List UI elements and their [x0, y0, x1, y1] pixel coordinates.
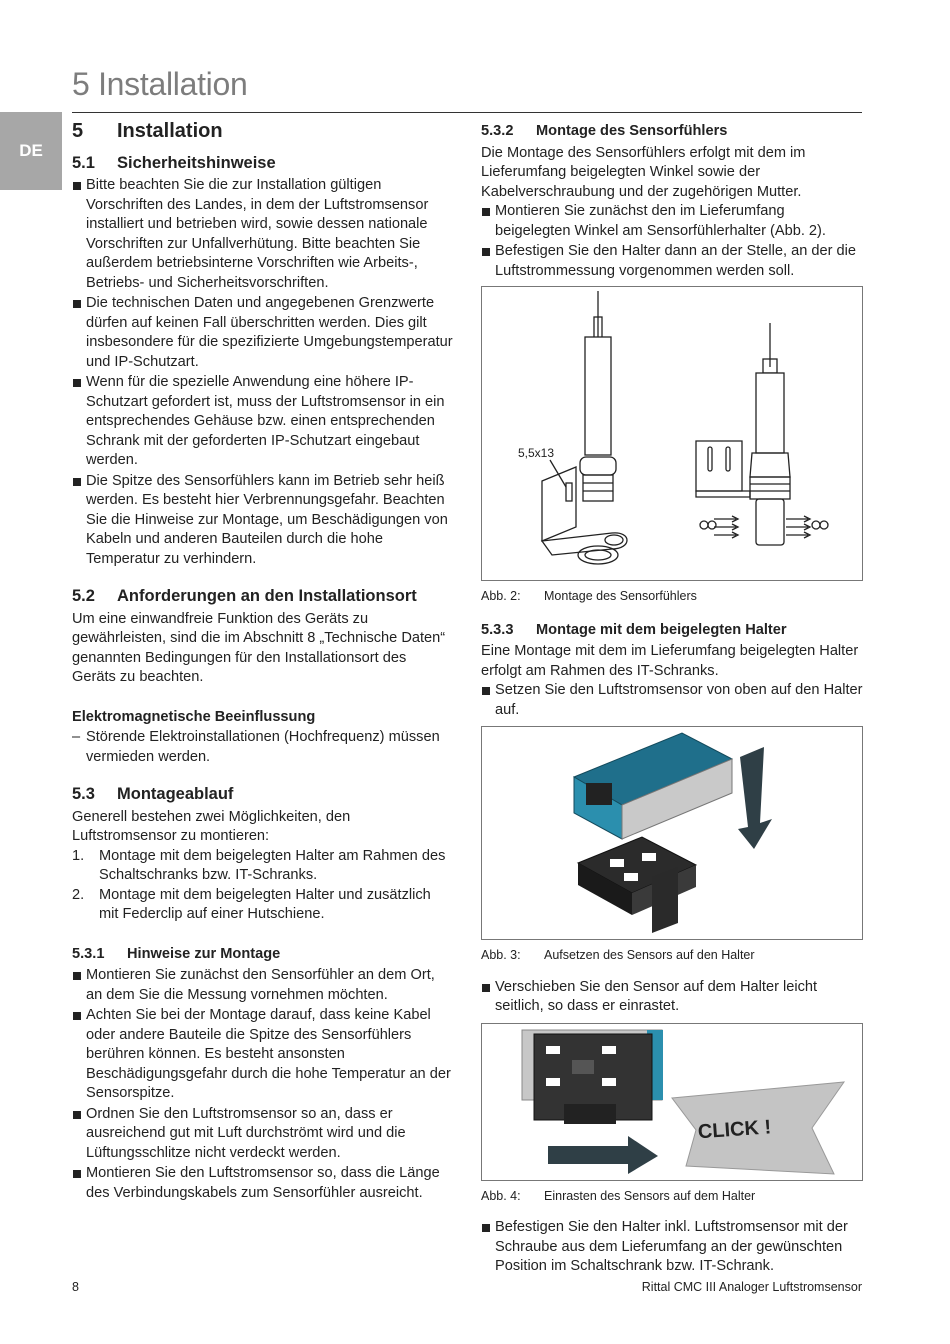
item-text: Montage mit dem beigelegten Halter am Rahmen des Schaltschranks bzw. IT-Schranks.	[99, 847, 446, 883]
paragraph: Eine Montage mit dem im Lieferumfang beigelegten Halter erfolgt am Rahmen des IT-Schranks.	[481, 643, 859, 679]
section-title: Hinweise zur Montage	[127, 945, 281, 962]
list-item: Montieren Sie den Luftstromsensor so, dass die Länge des Verbindungskabels zum Sensorfühler ausreicht.	[72, 1164, 454, 1203]
list-item: Bitte beachten Sie die zur Installation gültigen Vorschriften des Landes, in dem der Luftstromsensor installiert und betrieben wird, sowie dessen nationale Vorschriften zur Unfallverhütung. Bitte beachten Sie außerdem betriebsinterne Vorschriften wie Arbeits-, Betriebs- und Sicherheitsvorschriften.	[72, 176, 454, 293]
paragraph: Generell bestehen zwei Möglichkeiten, den Luftstromsensor zu montieren:	[72, 808, 351, 844]
language-tab: DE	[0, 112, 62, 190]
list-item: Ordnen Sie den Luftstromsensor so an, dass er ausreichend gut mit Luft durchströmt wird und die Lüftungsschlitze nicht verdeckt werden.	[72, 1105, 454, 1164]
holder-step-list	[481, 681, 863, 720]
click-label: CLICK !	[697, 1115, 772, 1143]
figure-probe-mounting	[481, 286, 863, 581]
list-item: Wenn für die spezielle Anwendung eine höhere IP-Schutzart gefordert ist, muss der Luftstromsensor in ein entsprechendes Gehäuse bzw. einen entsprechenden Schrank mit der geforderten IP-Schutzart eingebaut werden.	[72, 373, 454, 471]
item-number: 2.	[72, 886, 85, 903]
caption-label: Abb. 3:	[481, 948, 521, 962]
safety-list	[72, 176, 454, 569]
section-title: Montageablauf	[117, 785, 234, 803]
list-item: Befestigen Sie den Halter inkl. Luftstromsensor mit der Schraube aus dem Lieferumfang an der gewünschten Position im Schaltschrank bzw. IT-Schrank.	[481, 1218, 863, 1277]
list-item: Verschieben Sie den Sensor auf dem Halter leicht seitlich, so dass er einrastet.	[481, 978, 863, 1017]
right-column	[481, 120, 863, 1278]
section-title: Montage des Sensorfühlers	[536, 123, 728, 139]
figure-sensor-placement	[481, 726, 863, 940]
section-heading-5-1	[72, 154, 454, 174]
chapter-title: Installation	[117, 120, 223, 142]
section-title: Montage mit dem beigelegten Halter	[536, 621, 787, 638]
chapter-number: 5	[72, 120, 84, 142]
section-title: Sicherheitshinweise	[117, 153, 276, 172]
section-number: 5.3.1	[72, 945, 105, 962]
figure-caption	[481, 1187, 863, 1207]
caption-label: Abb. 2:	[481, 589, 521, 603]
chapter-heading	[72, 122, 454, 142]
caption-text: Montage des Sensorfühlers	[544, 589, 697, 603]
figure-caption	[481, 587, 863, 607]
mounting-notes-list	[72, 966, 454, 1203]
section-heading-5-3-2	[481, 122, 863, 142]
section-heading-5-2	[72, 587, 454, 607]
list-item: Achten Sie bei der Montage darauf, dass keine Kabel oder andere Bauteile die Spitze des Sensorfühlers berühren können. Es besteht ansonsten Beschädigungsgefahr durch die hohe Temperatur an der Sensorspitze.	[72, 1006, 454, 1104]
subheading: Elektromagnetische Beeinflussung	[72, 708, 316, 725]
section-heading-5-3-3	[481, 621, 863, 641]
item-text: Montage mit dem beigelegten Halter und zusätzlich mit Federclip auf einer Hutschiene.	[99, 886, 431, 922]
figure-sensor-snap	[481, 1023, 863, 1181]
footer-product-name: Rittal CMC III Analoger Luftstromsensor	[641, 1280, 862, 1294]
caption-text: Einrasten des Sensors auf dem Halter	[544, 1188, 756, 1203]
paragraph: Um eine einwandfreie Funktion des Geräts zu gewährleisten, sind die im Abschnitt 8 „Technische Daten“ genannten Bedingungen für den Installationsort des Geräts zu beachten.	[72, 610, 446, 685]
section-heading-5-3-1	[72, 945, 454, 965]
list-item	[72, 847, 454, 886]
section-number: 5.1	[72, 153, 95, 172]
figure-caption	[481, 946, 863, 966]
list-item: Setzen Sie den Luftstromsensor von oben auf den Halter auf.	[481, 681, 863, 720]
section-number: 5.3.3	[481, 621, 514, 638]
snap-step-list	[481, 978, 863, 1017]
dimension-label: 5,5x13	[518, 446, 555, 460]
header-rule	[72, 112, 862, 113]
section-number: 5.2	[72, 587, 95, 605]
probe-steps-list	[481, 202, 863, 281]
list-item: – Störende Elektroinstallationen (Hochfrequenz) müssen vermieden werden.	[72, 728, 454, 767]
list-item: Befestigen Sie den Halter dann an der Stelle, an der die Luftstrommessung vorgenommen werden soll.	[481, 242, 863, 281]
list-item: Montieren Sie zunächst den im Lieferumfang beigelegten Winkel am Sensorfühlerhalter (Abb. 2).	[481, 202, 863, 241]
fasten-step-list	[481, 1218, 863, 1277]
list-item: Die technischen Daten und angegebenen Grenzwerte dürfen auf keinen Fall überschritten werden. Dies gilt insbesondere für die spezifizierte Umgebungstemperatur und IP-Schutzart.	[72, 294, 454, 372]
section-number: 5.3.2	[481, 123, 514, 139]
page-header-title: 5 Installation	[72, 66, 248, 102]
section-number: 5.3	[72, 785, 95, 803]
item-number: 1.	[72, 847, 85, 864]
caption-label: Abb. 4:	[481, 1188, 521, 1203]
dash-list	[72, 728, 454, 767]
list-item: Montieren Sie zunächst den Sensorfühler an dem Ort, an dem Sie die Messung vornehmen möchten.	[72, 966, 454, 1005]
sensor-snap-illustration	[482, 1024, 862, 1180]
list-item: Die Spitze des Sensorfühlers kann im Betrieb sehr heiß werden. Es besteht hier Verbrennungsgefahr. Beachten Sie die Hinweise zur Montage, um Beschädigungen von Kabeln und anderen Bauteilen durch die hohe Temperatur zu verhindern.	[72, 472, 454, 570]
paragraph: Die Montage des Sensorfühlers erfolgt mit dem im Lieferumfang beigelegten Winkel sowie der Kabelverschraubung und der zugehörigen Mutter.	[481, 144, 806, 200]
section-title: Anforderungen an den Installationsort	[117, 587, 417, 605]
caption-text: Aufsetzen des Sensors auf den Halter	[544, 948, 755, 962]
section-heading-5-3	[72, 785, 454, 805]
left-column	[72, 120, 454, 1204]
probe-mounting-illustration	[482, 287, 862, 580]
page-number: 8	[72, 1280, 79, 1294]
list-item	[72, 886, 454, 925]
numbered-list	[72, 847, 454, 925]
sensor-placement-illustration	[482, 727, 862, 939]
